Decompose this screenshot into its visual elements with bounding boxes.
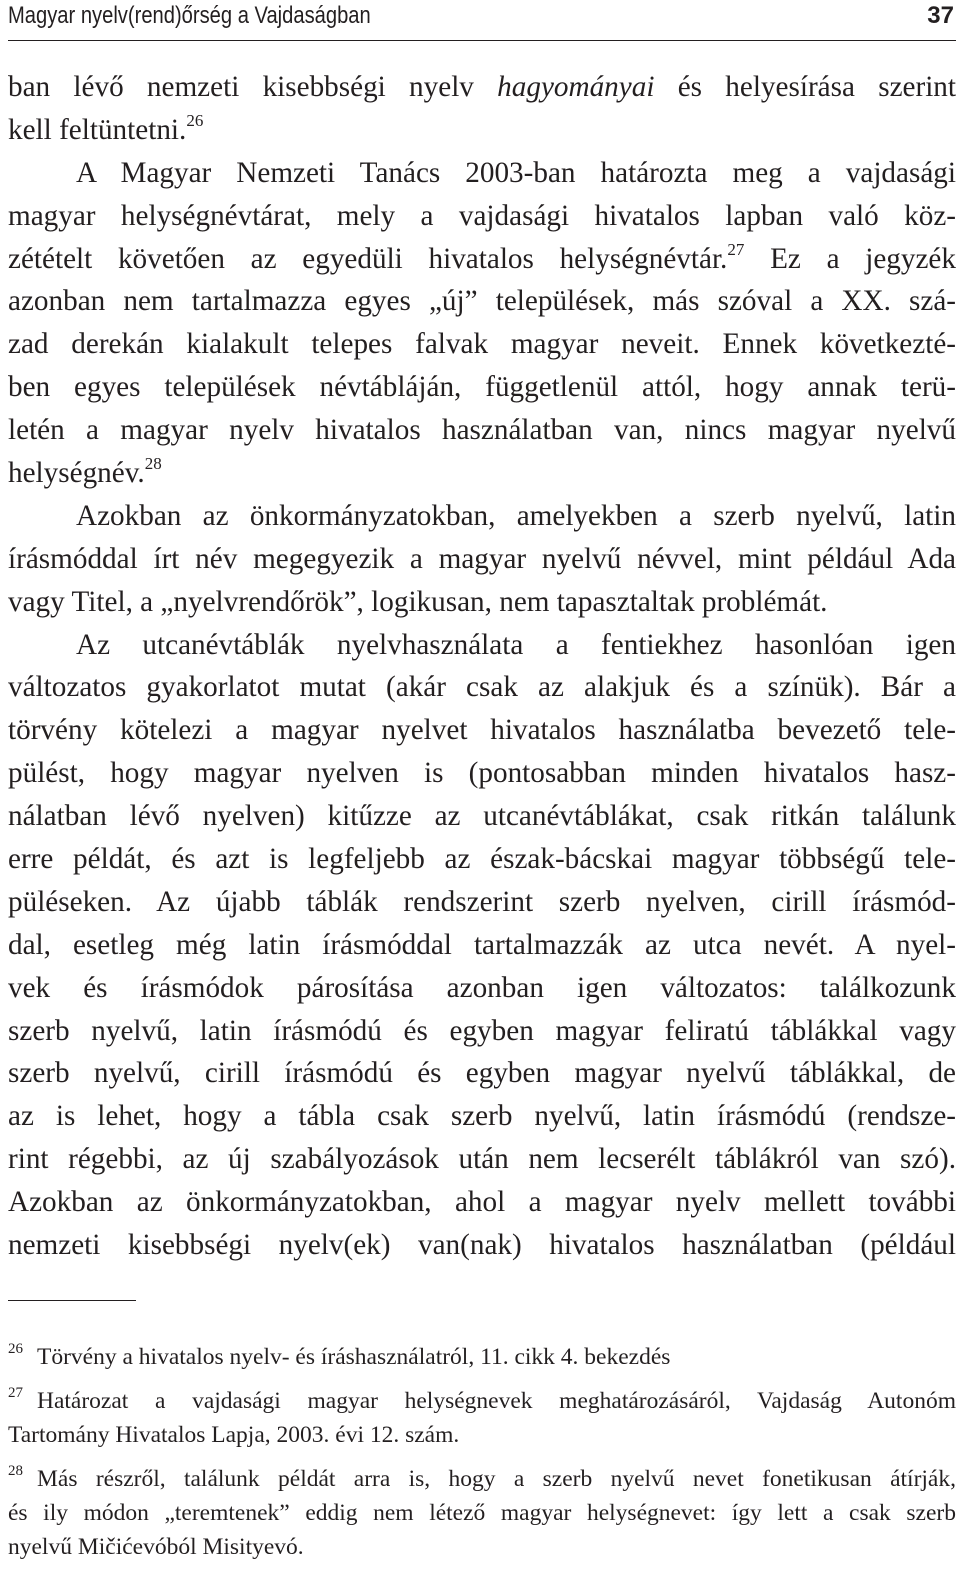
footnote-ref: 26	[186, 110, 204, 130]
body-line	[8, 452, 956, 495]
line-text: zad derekán kialakult telepes falvak magyar neveit. Ennek következté-	[8, 328, 956, 361]
body-line	[8, 795, 956, 838]
line-text: püléseken. Az újabb táblák rendszerint szerb nyelven, cirill írásmód-	[8, 885, 956, 918]
footnote-number: 26	[8, 1341, 23, 1357]
line-text: A Magyar Nemzeti Tanács 2003-ban határozta meg a vajdasági	[76, 156, 956, 189]
footnotes	[8, 1340, 956, 1574]
body-line	[8, 195, 956, 238]
line-text: zétételt követően az egyedüli hivatalos helységnévtár.	[8, 242, 728, 275]
line-text: ben egyes települések névtábláján, függetlenül attól, hogy annak terü-	[8, 371, 956, 404]
body-line	[8, 323, 956, 366]
line-text: nemzeti kisebbségi nyelv(ek) van(nak) hivatalos használatban (például	[8, 1229, 956, 1262]
footnote-line	[8, 1340, 956, 1374]
line-text: azonban nem tartalmazza egyes „új” települések, más szóval a XX. szá-	[8, 285, 956, 318]
body-line	[8, 967, 956, 1010]
line-text: pülést, hogy magyar nyelven is (pontosabban minden hivatalos hasz-	[8, 757, 956, 790]
footnote-text: és ily módon „teremtenek” eddig nem létező magyar helységnevet: így lett a csak szerb	[8, 1500, 956, 1526]
line-text: Az utcanévtáblák nyelvhasználata a fentiekhez hasonlóan igen	[76, 628, 956, 661]
footnote-26	[8, 1340, 956, 1374]
body-line	[8, 409, 956, 452]
line-text: letén a magyar nyelv hivatalos használatban van, nincs magyar nyelvű	[8, 414, 956, 447]
body-line	[8, 624, 956, 667]
footnote-text: Más részről, találunk példát arra is, hogy a szerb nyelvű nevet fonetikusan átírják,	[37, 1466, 956, 1492]
body-line	[8, 538, 956, 581]
line-text: dal, esetleg még latin írásmóddal tartalmazzák az utca nevét. A nyel-	[8, 928, 956, 961]
line-text: nálatban lévő nyelven) kitűzze az utcanévtáblákat, csak ritkán találunk	[8, 800, 956, 833]
italic-term: hagyományai	[497, 71, 655, 103]
line-text: Azokban az önkormányzatokban, ahol a magyar nyelv mellett további	[8, 1186, 956, 1219]
body-line	[8, 109, 956, 152]
footnote-text: nyelvű Mičićevóból Misityevó.	[8, 1534, 304, 1560]
body-line	[8, 838, 956, 881]
page-number: 37	[927, 2, 954, 29]
footnote-number: 28	[8, 1463, 23, 1479]
footnote-line	[8, 1418, 956, 1452]
footnote-ref: 28	[144, 454, 162, 474]
body-line	[8, 238, 956, 281]
footnote-line	[8, 1384, 956, 1418]
body-line	[8, 581, 956, 624]
footnote-text: Határozat a vajdasági magyar helységnevek meghatározásáról, Vajdaság Autonóm	[37, 1388, 956, 1414]
line-text: vek és írásmódok párosítása azonban igen változatos: találkozunk	[8, 971, 956, 1004]
body-line	[8, 1138, 956, 1181]
footnote-text: Törvény a hivatalos nyelv- és íráshasználatról, 11. cikk 4. bekezdés	[37, 1344, 671, 1370]
footnote-line	[8, 1530, 956, 1564]
line-text: szerb nyelvű, latin írásmódú és egyben magyar feliratú táblákkal vagy	[8, 1014, 956, 1047]
body-line	[8, 924, 956, 967]
body-line	[8, 1224, 956, 1267]
body-line	[8, 752, 956, 795]
running-header	[8, 0, 956, 41]
footnote-line	[8, 1496, 956, 1530]
body-line	[8, 666, 956, 709]
body-line	[8, 1010, 956, 1053]
line-text: ban lévő nemzeti kisebbségi nyelv	[8, 71, 498, 103]
line-text: vagy Titel, a „nyelvrendőrök”, logikusan, nem tapasztaltak problémát.	[8, 585, 828, 618]
line-text: változatos gyakorlatot mutat (akár csak az alakjuk és a színük). Bár a	[8, 671, 956, 704]
line-text: törvény kötelezi a magyar nyelvet hivatalos használatba bevezető tele-	[8, 714, 956, 747]
body-line	[8, 280, 956, 323]
line-text: az is lehet, hogy a tábla csak szerb nyelvű, latin írásmódú (rendsze-	[8, 1100, 956, 1133]
running-title: Magyar nyelv(rend)őrség a Vajdaságban	[8, 2, 371, 29]
line-text: és helyesírása szerint	[654, 71, 956, 103]
body-text	[8, 66, 956, 1267]
footnote-number: 27	[8, 1385, 23, 1401]
body-line	[8, 366, 956, 409]
body-line	[8, 709, 956, 752]
body-line	[8, 1181, 956, 1224]
body-line	[8, 66, 956, 109]
line-text: rint régebbi, az új szabályozások után nem lecserélt táblákról van szó).	[8, 1143, 956, 1176]
body-line	[8, 881, 956, 924]
line-text: magyar helységnévtárat, mely a vajdasági hivatalos lapban való köz-	[8, 199, 956, 232]
footnote-line	[8, 1462, 956, 1496]
footnote-27	[8, 1384, 956, 1452]
line-text: szerb nyelvű, cirill írásmódú és egyben magyar nyelvű táblákkal, de	[8, 1057, 956, 1090]
line-text: kell feltüntetni.	[8, 113, 187, 146]
line-text: erre példát, és azt is legfeljebb az észak-bácskai magyar többségű tele-	[8, 843, 956, 876]
line-text: helységnév.	[8, 457, 145, 490]
footnote-divider	[8, 1300, 136, 1301]
line-text: Azokban az önkormányzatokban, amelyekben a szerb nyelvű, latin	[76, 499, 956, 532]
line-text: írásmóddal írt név megegyezik a magyar nyelvű névvel, mint például Ada	[8, 542, 956, 575]
footnote-ref: 27	[727, 239, 745, 259]
footnote-28	[8, 1462, 956, 1564]
body-line	[8, 495, 956, 538]
line-text: Ez a jegyzék	[744, 242, 956, 275]
body-line	[8, 1052, 956, 1095]
body-line	[8, 152, 956, 195]
body-line	[8, 1095, 956, 1138]
footnote-text: Tartomány Hivatalos Lapja, 2003. évi 12. szám.	[8, 1422, 460, 1448]
